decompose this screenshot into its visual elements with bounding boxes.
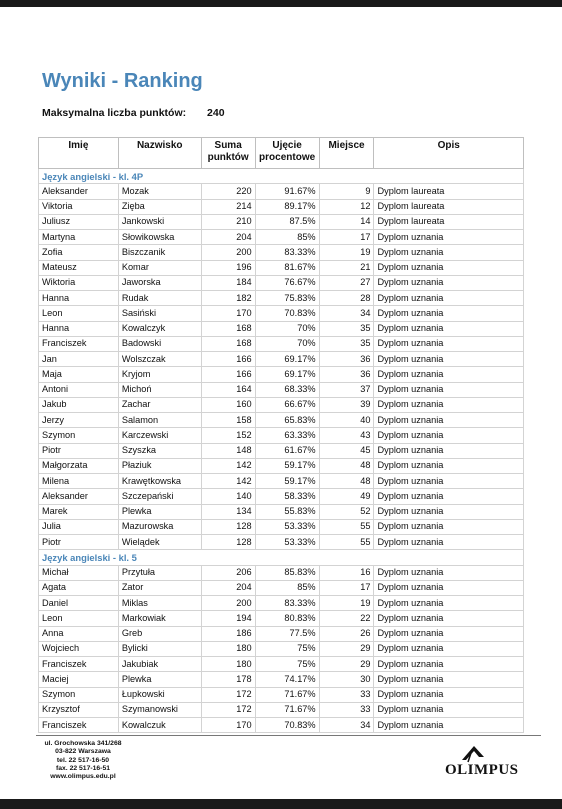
last-name-cell: Wolszczak (118, 352, 201, 367)
first-name-cell: Szymon (39, 687, 119, 702)
table-row (39, 413, 524, 428)
points-cell: 170 (201, 718, 255, 733)
last-name-cell: Miklas (118, 596, 201, 611)
first-name-cell: Agata (39, 580, 119, 595)
description-cell: Dyplom uznania (374, 580, 524, 595)
points-cell: 220 (201, 184, 255, 199)
points-cell: 214 (201, 199, 255, 214)
first-name-cell: Franciszek (39, 657, 119, 672)
table-row (39, 657, 524, 672)
table-row (39, 291, 524, 306)
table-row (39, 596, 524, 611)
place-cell: 30 (319, 672, 374, 687)
percent-cell: 74.17% (255, 672, 319, 687)
points-cell: 172 (201, 687, 255, 702)
description-cell: Dyplom uznania (374, 458, 524, 473)
description-cell: Dyplom uznania (374, 397, 524, 412)
place-cell: 9 (319, 184, 374, 199)
column-header-first-name: Imię (39, 138, 119, 169)
description-cell: Dyplom uznania (374, 245, 524, 260)
page-title: Wyniki - Ranking (42, 70, 203, 92)
place-cell: 43 (319, 428, 374, 443)
last-name-cell: Plewka (118, 504, 201, 519)
points-cell: 204 (201, 230, 255, 245)
points-cell: 148 (201, 443, 255, 458)
place-cell: 34 (319, 306, 374, 321)
description-cell: Dyplom uznania (374, 321, 524, 336)
last-name-cell: Kowalczuk (118, 718, 201, 733)
percent-cell: 75% (255, 641, 319, 656)
percent-cell: 70% (255, 336, 319, 351)
description-cell: Dyplom uznania (374, 718, 524, 733)
table-row (39, 382, 524, 397)
percent-cell: 70.83% (255, 718, 319, 733)
description-cell: Dyplom uznania (374, 535, 524, 550)
place-cell: 27 (319, 275, 374, 290)
description-cell: Dyplom uznania (374, 474, 524, 489)
percent-cell: 69.17% (255, 367, 319, 382)
last-name-cell: Biszczanik (118, 245, 201, 260)
last-name-cell: Markowiak (118, 611, 201, 626)
last-name-cell: Greb (118, 626, 201, 641)
points-cell: 194 (201, 611, 255, 626)
first-name-cell: Anna (39, 626, 119, 641)
points-cell: 206 (201, 565, 255, 580)
first-name-cell: Franciszek (39, 336, 119, 351)
first-name-cell: Wiktoria (39, 275, 119, 290)
place-cell: 33 (319, 687, 374, 702)
place-cell: 34 (319, 718, 374, 733)
first-name-cell: Małgorzata (39, 458, 119, 473)
points-cell: 166 (201, 352, 255, 367)
percent-cell: 77.5% (255, 626, 319, 641)
first-name-cell: Hanna (39, 291, 119, 306)
last-name-cell: Kowalczyk (118, 321, 201, 336)
percent-cell: 59.17% (255, 474, 319, 489)
table-row (39, 230, 524, 245)
percent-cell: 68.33% (255, 382, 319, 397)
last-name-cell: Badowski (118, 336, 201, 351)
max-points-label: Maksymalna liczba punktów: (42, 107, 187, 119)
percent-cell: 55.83% (255, 504, 319, 519)
first-name-cell: Wojciech (39, 641, 119, 656)
description-cell: Dyplom uznania (374, 291, 524, 306)
table-row (39, 428, 524, 443)
first-name-cell: Julia (39, 519, 119, 534)
last-name-cell: Michoń (118, 382, 201, 397)
top-bar (0, 0, 562, 7)
percent-cell: 80.83% (255, 611, 319, 626)
table-row (39, 367, 524, 382)
place-cell: 12 (319, 199, 374, 214)
points-cell: 158 (201, 413, 255, 428)
points-cell: 186 (201, 626, 255, 641)
last-name-cell: Mozak (118, 184, 201, 199)
place-cell: 39 (319, 397, 374, 412)
description-cell: Dyplom uznania (374, 260, 524, 275)
last-name-cell: Komar (118, 260, 201, 275)
percent-cell: 75% (255, 657, 319, 672)
section-header-row (39, 550, 524, 565)
column-header-last-name: Nazwisko (118, 138, 201, 169)
percent-cell: 63.33% (255, 428, 319, 443)
description-cell: Dyplom uznania (374, 428, 524, 443)
table-row (39, 321, 524, 336)
description-cell: Dyplom uznania (374, 352, 524, 367)
address-line: ul. Grochowska 341/268 (44, 740, 122, 747)
points-cell: 200 (201, 245, 255, 260)
description-cell: Dyplom uznania (374, 336, 524, 351)
percent-cell: 81.67% (255, 260, 319, 275)
first-name-cell: Jerzy (39, 413, 119, 428)
points-cell: 142 (201, 458, 255, 473)
table-row (39, 245, 524, 260)
percent-cell: 83.33% (255, 245, 319, 260)
place-cell: 48 (319, 474, 374, 489)
description-cell: Dyplom uznania (374, 641, 524, 656)
first-name-cell: Maja (39, 367, 119, 382)
last-name-cell: Karczewski (118, 428, 201, 443)
description-cell: Dyplom laureata (374, 184, 524, 199)
description-cell: Dyplom uznania (374, 306, 524, 321)
place-cell: 49 (319, 489, 374, 504)
place-cell: 29 (319, 641, 374, 656)
points-cell: 128 (201, 535, 255, 550)
place-cell: 40 (319, 413, 374, 428)
last-name-cell: Kryjom (118, 367, 201, 382)
last-name-cell: Zachar (118, 397, 201, 412)
percent-cell: 85.83% (255, 565, 319, 580)
section-header-row (39, 169, 524, 184)
column-header-percent: Ujęcie procentowe (255, 138, 319, 169)
first-name-cell: Viktoria (39, 199, 119, 214)
bottom-bar (0, 799, 562, 809)
last-name-cell: Bylicki (118, 641, 201, 656)
max-points-line (42, 107, 225, 119)
last-name-cell: Wielądek (118, 535, 201, 550)
table-row (39, 489, 524, 504)
last-name-cell: Sasiński (118, 306, 201, 321)
place-cell: 35 (319, 336, 374, 351)
last-name-cell: Krawętkowska (118, 474, 201, 489)
first-name-cell: Krzysztof (39, 702, 119, 717)
section-title: Język angielski - kl. 4P (39, 169, 524, 184)
percent-cell: 83.33% (255, 596, 319, 611)
footer-address (42, 740, 124, 781)
percent-cell: 85% (255, 580, 319, 595)
percent-cell: 59.17% (255, 458, 319, 473)
first-name-cell: Leon (39, 306, 119, 321)
last-name-cell: Salamon (118, 413, 201, 428)
section-title: Język angielski - kl. 5 (39, 550, 524, 565)
description-cell: Dyplom uznania (374, 657, 524, 672)
place-cell: 36 (319, 352, 374, 367)
table-row (39, 580, 524, 595)
table-row (39, 275, 524, 290)
place-cell: 45 (319, 443, 374, 458)
table-row (39, 504, 524, 519)
points-cell: 166 (201, 367, 255, 382)
results-table (38, 137, 524, 733)
first-name-cell: Leon (39, 611, 119, 626)
table-row (39, 443, 524, 458)
first-name-cell: Hanna (39, 321, 119, 336)
max-points-value: 240 (207, 107, 225, 119)
place-cell: 35 (319, 321, 374, 336)
place-cell: 21 (319, 260, 374, 275)
table-row (39, 672, 524, 687)
table-body (39, 169, 524, 733)
place-cell: 36 (319, 367, 374, 382)
first-name-cell: Jan (39, 352, 119, 367)
table-row (39, 214, 524, 229)
first-name-cell: Maciej (39, 672, 119, 687)
table-row (39, 397, 524, 412)
description-cell: Dyplom uznania (374, 687, 524, 702)
address-line: tel. 22 517-16-50 (56, 756, 110, 764)
last-name-cell: Rudak (118, 291, 201, 306)
place-cell: 22 (319, 611, 374, 626)
table-row (39, 306, 524, 321)
description-cell: Dyplom uznania (374, 489, 524, 504)
last-name-cell: Jakubiak (118, 657, 201, 672)
place-cell: 26 (319, 626, 374, 641)
percent-cell: 91.67% (255, 184, 319, 199)
place-cell: 29 (319, 657, 374, 672)
points-cell: 170 (201, 306, 255, 321)
points-cell: 204 (201, 580, 255, 595)
first-name-cell: Michał (39, 565, 119, 580)
points-cell: 128 (201, 519, 255, 534)
address-line: fax. 22 517-16-51 (55, 764, 111, 772)
points-cell: 152 (201, 428, 255, 443)
percent-cell: 70.83% (255, 306, 319, 321)
first-name-cell: Jakub (39, 397, 119, 412)
table-row (39, 687, 524, 702)
first-name-cell: Aleksander (39, 489, 119, 504)
percent-cell: 53.33% (255, 535, 319, 550)
points-cell: 178 (201, 672, 255, 687)
points-cell: 180 (201, 657, 255, 672)
points-cell: 184 (201, 275, 255, 290)
description-cell: Dyplom laureata (374, 199, 524, 214)
percent-cell: 65.83% (255, 413, 319, 428)
last-name-cell: Szczepański (118, 489, 201, 504)
description-cell: Dyplom uznania (374, 504, 524, 519)
address-line: www.olimpus.edu.pl (50, 773, 116, 781)
table-row (39, 458, 524, 473)
table-row (39, 474, 524, 489)
percent-cell: 70% (255, 321, 319, 336)
first-name-cell: Daniel (39, 596, 119, 611)
place-cell: 52 (319, 504, 374, 519)
percent-cell: 66.67% (255, 397, 319, 412)
percent-cell: 75.83% (255, 291, 319, 306)
first-name-cell: Szymon (39, 428, 119, 443)
description-cell: Dyplom uznania (374, 382, 524, 397)
description-cell: Dyplom uznania (374, 275, 524, 290)
last-name-cell: Przytuła (118, 565, 201, 580)
table-row (39, 535, 524, 550)
last-name-cell: Łupkowski (118, 687, 201, 702)
description-cell: Dyplom uznania (374, 702, 524, 717)
percent-cell: 85% (255, 230, 319, 245)
last-name-cell: Szyszka (118, 443, 201, 458)
last-name-cell: Zięba (118, 199, 201, 214)
place-cell: 33 (319, 702, 374, 717)
percent-cell: 71.67% (255, 702, 319, 717)
first-name-cell: Zofia (39, 245, 119, 260)
table-row (39, 199, 524, 214)
footer-divider (36, 735, 541, 736)
percent-cell: 76.67% (255, 275, 319, 290)
place-cell: 55 (319, 519, 374, 534)
points-cell: 140 (201, 489, 255, 504)
table-row (39, 641, 524, 656)
points-cell: 196 (201, 260, 255, 275)
place-cell: 17 (319, 580, 374, 595)
percent-cell: 58.33% (255, 489, 319, 504)
logo-text: OLIMPUS (445, 762, 519, 778)
last-name-cell: Mazurowska (118, 519, 201, 534)
last-name-cell: Plewka (118, 672, 201, 687)
first-name-cell: Aleksander (39, 184, 119, 199)
description-cell: Dyplom laureata (374, 214, 524, 229)
description-cell: Dyplom uznania (374, 413, 524, 428)
description-cell: Dyplom uznania (374, 565, 524, 580)
table-row (39, 519, 524, 534)
description-cell: Dyplom uznania (374, 611, 524, 626)
first-name-cell: Milena (39, 474, 119, 489)
points-cell: 142 (201, 474, 255, 489)
place-cell: 37 (319, 382, 374, 397)
address-line: 03-822 Warszawa (55, 748, 111, 756)
points-cell: 182 (201, 291, 255, 306)
last-name-cell: Słowikowska (118, 230, 201, 245)
last-name-cell: Płaziuk (118, 458, 201, 473)
points-cell: 168 (201, 321, 255, 336)
last-name-cell: Szymanowski (118, 702, 201, 717)
description-cell: Dyplom uznania (374, 519, 524, 534)
place-cell: 14 (319, 214, 374, 229)
table-header-row (39, 138, 524, 169)
last-name-cell: Jaworska (118, 275, 201, 290)
points-cell: 134 (201, 504, 255, 519)
description-cell: Dyplom uznania (374, 443, 524, 458)
description-cell: Dyplom uznania (374, 672, 524, 687)
place-cell: 48 (319, 458, 374, 473)
percent-cell: 89.17% (255, 199, 319, 214)
points-cell: 180 (201, 641, 255, 656)
points-cell: 168 (201, 336, 255, 351)
table-row (39, 565, 524, 580)
percent-cell: 53.33% (255, 519, 319, 534)
place-cell: 19 (319, 245, 374, 260)
first-name-cell: Piotr (39, 443, 119, 458)
table-row (39, 336, 524, 351)
table-row (39, 260, 524, 275)
place-cell: 17 (319, 230, 374, 245)
percent-cell: 87.5% (255, 214, 319, 229)
points-cell: 160 (201, 397, 255, 412)
points-cell: 172 (201, 702, 255, 717)
first-name-cell: Martyna (39, 230, 119, 245)
first-name-cell: Marek (39, 504, 119, 519)
description-cell: Dyplom uznania (374, 626, 524, 641)
last-name-cell: Jankowski (118, 214, 201, 229)
first-name-cell: Antoni (39, 382, 119, 397)
column-header-description: Opis (374, 138, 524, 169)
table-row (39, 611, 524, 626)
table-row (39, 184, 524, 199)
description-cell: Dyplom uznania (374, 230, 524, 245)
place-cell: 19 (319, 596, 374, 611)
percent-cell: 69.17% (255, 352, 319, 367)
points-cell: 210 (201, 214, 255, 229)
place-cell: 16 (319, 565, 374, 580)
points-cell: 164 (201, 382, 255, 397)
place-cell: 28 (319, 291, 374, 306)
description-cell: Dyplom uznania (374, 596, 524, 611)
percent-cell: 61.67% (255, 443, 319, 458)
place-cell: 55 (319, 535, 374, 550)
column-header-place: Miejsce (319, 138, 374, 169)
table-row (39, 718, 524, 733)
first-name-cell: Mateusz (39, 260, 119, 275)
first-name-cell: Franciszek (39, 718, 119, 733)
column-header-points: Suma punktów (201, 138, 255, 169)
table-row (39, 626, 524, 641)
description-cell: Dyplom uznania (374, 367, 524, 382)
percent-cell: 71.67% (255, 687, 319, 702)
table-row (39, 702, 524, 717)
first-name-cell: Piotr (39, 535, 119, 550)
table-row (39, 352, 524, 367)
last-name-cell: Zator (118, 580, 201, 595)
points-cell: 200 (201, 596, 255, 611)
first-name-cell: Juliusz (39, 214, 119, 229)
